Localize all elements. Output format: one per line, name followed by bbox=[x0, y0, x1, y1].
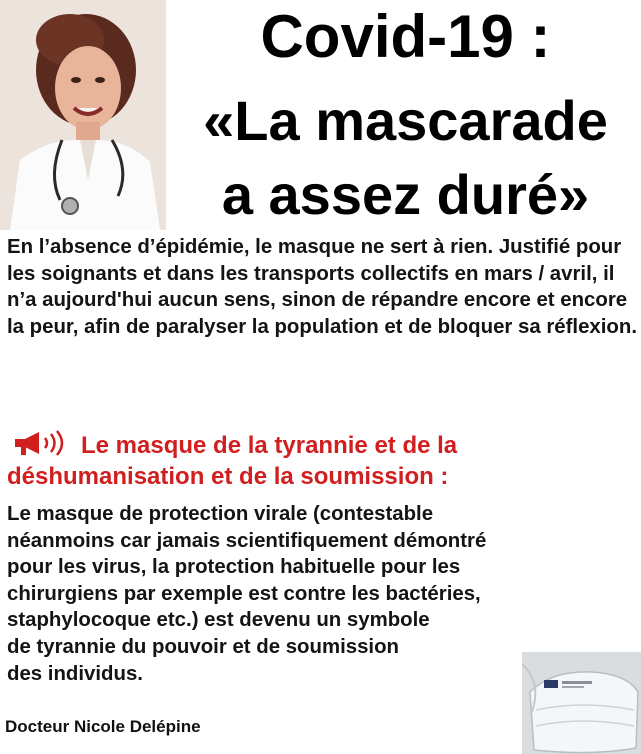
headline bbox=[170, 0, 641, 232]
body-line-5: staphylocoque etc.) est devenu un symbole bbox=[7, 609, 430, 632]
body-line-6: de tyrannie du pouvoir et de soumission bbox=[7, 635, 400, 658]
face-mask-drawing bbox=[522, 652, 641, 754]
body-line-4: chirurgiens par exemple est contre les bactéries, bbox=[7, 582, 481, 605]
portrait-drawing bbox=[0, 0, 166, 230]
author-signature: Docteur Nicole Delépine bbox=[5, 717, 201, 736]
headline-line-3: a assez duré» bbox=[221, 163, 590, 226]
body-line-7: des individus. bbox=[7, 662, 143, 685]
subtitle-line-1-row bbox=[7, 430, 639, 461]
subtitle-line-1: Le masque de la tyrannie et de la bbox=[81, 432, 458, 459]
headline-line-2: «La mascarade bbox=[203, 89, 608, 152]
section-subtitle bbox=[7, 430, 639, 492]
mask-photo bbox=[522, 652, 641, 754]
body-line-2: néanmoins car jamais scientifiquement démontré bbox=[7, 529, 487, 552]
headline-line-1: Covid-19 : bbox=[260, 3, 551, 70]
author-portrait bbox=[0, 0, 166, 230]
body-line-1: Le masque de protection virale (contestable bbox=[7, 503, 434, 525]
megaphone-icon bbox=[13, 430, 71, 456]
subtitle-line-2: déshumanisation et de la soumission : bbox=[7, 463, 449, 490]
intro-paragraph: En l’absence d’épidémie, le masque ne sert à rien. Justifié pour les soignants et dans les transports collectifs en mars / avril, il n’a aujourd'hui aucun sens, sinon de répandre encore et encore la peur, afin de paralyser la population et de bloquer sa réflexion. bbox=[7, 236, 638, 338]
body-line-3: pour les virus, la protection habituelle pour les bbox=[7, 556, 461, 579]
